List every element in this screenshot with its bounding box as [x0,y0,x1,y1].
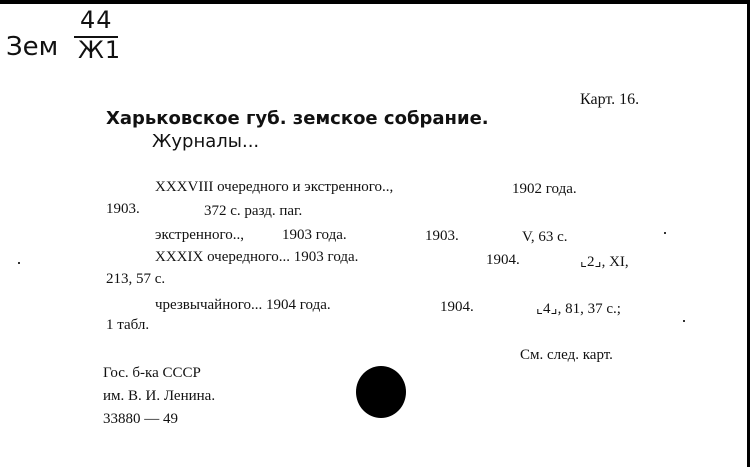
entry-1b: 1902 года. [512,181,577,197]
library-line-3: 33880 — 49 [103,411,178,427]
library-line-2: им. В. И. Ленина. [103,388,216,404]
entry-1d: 372 с. разд. паг. [204,203,303,219]
entry-4c: ⌞4⌟, 81, 37 с.; [536,301,621,317]
speck [683,320,685,322]
entry-3a: XXXIX очередного... 1903 года. [155,249,359,265]
entry-4b: 1904. [440,299,474,315]
speck [664,232,666,234]
entry-1c: 1903. [106,201,140,217]
handwritten-denominator: Ж1 [78,36,122,64]
entry-2b: 1903 года. [282,227,347,243]
entry-4d: 1 табл. [106,317,150,333]
author-heading: Харьковское губ. земское собрание. [106,108,489,129]
punch-hole [356,366,406,418]
entry-4a: чрезвычайного... 1904 года. [155,297,331,313]
entry-2a: экстренного.., [155,227,244,243]
entry-3d: 213, 57 с. [106,271,166,287]
library-line-1: Гос. б-ка СССР [103,365,201,381]
speck [18,262,20,264]
card-number: Карт. 16. [580,91,640,108]
handwritten-numerator: 44 [80,6,113,34]
card-top-border [0,0,750,4]
see-next-card: См. след. карт. [520,347,613,363]
entry-3b: 1904. [486,252,520,268]
handwritten-prefix: Зем [6,32,59,62]
entry-2c: 1903. [425,228,459,244]
entry-2d: V, 63 с. [522,229,568,245]
entry-1a: XXXVIII очередного и экстренного.., [155,179,394,195]
title-line: Журналы... [152,131,260,152]
entry-3c: ⌞2⌟, XI, [580,254,629,270]
